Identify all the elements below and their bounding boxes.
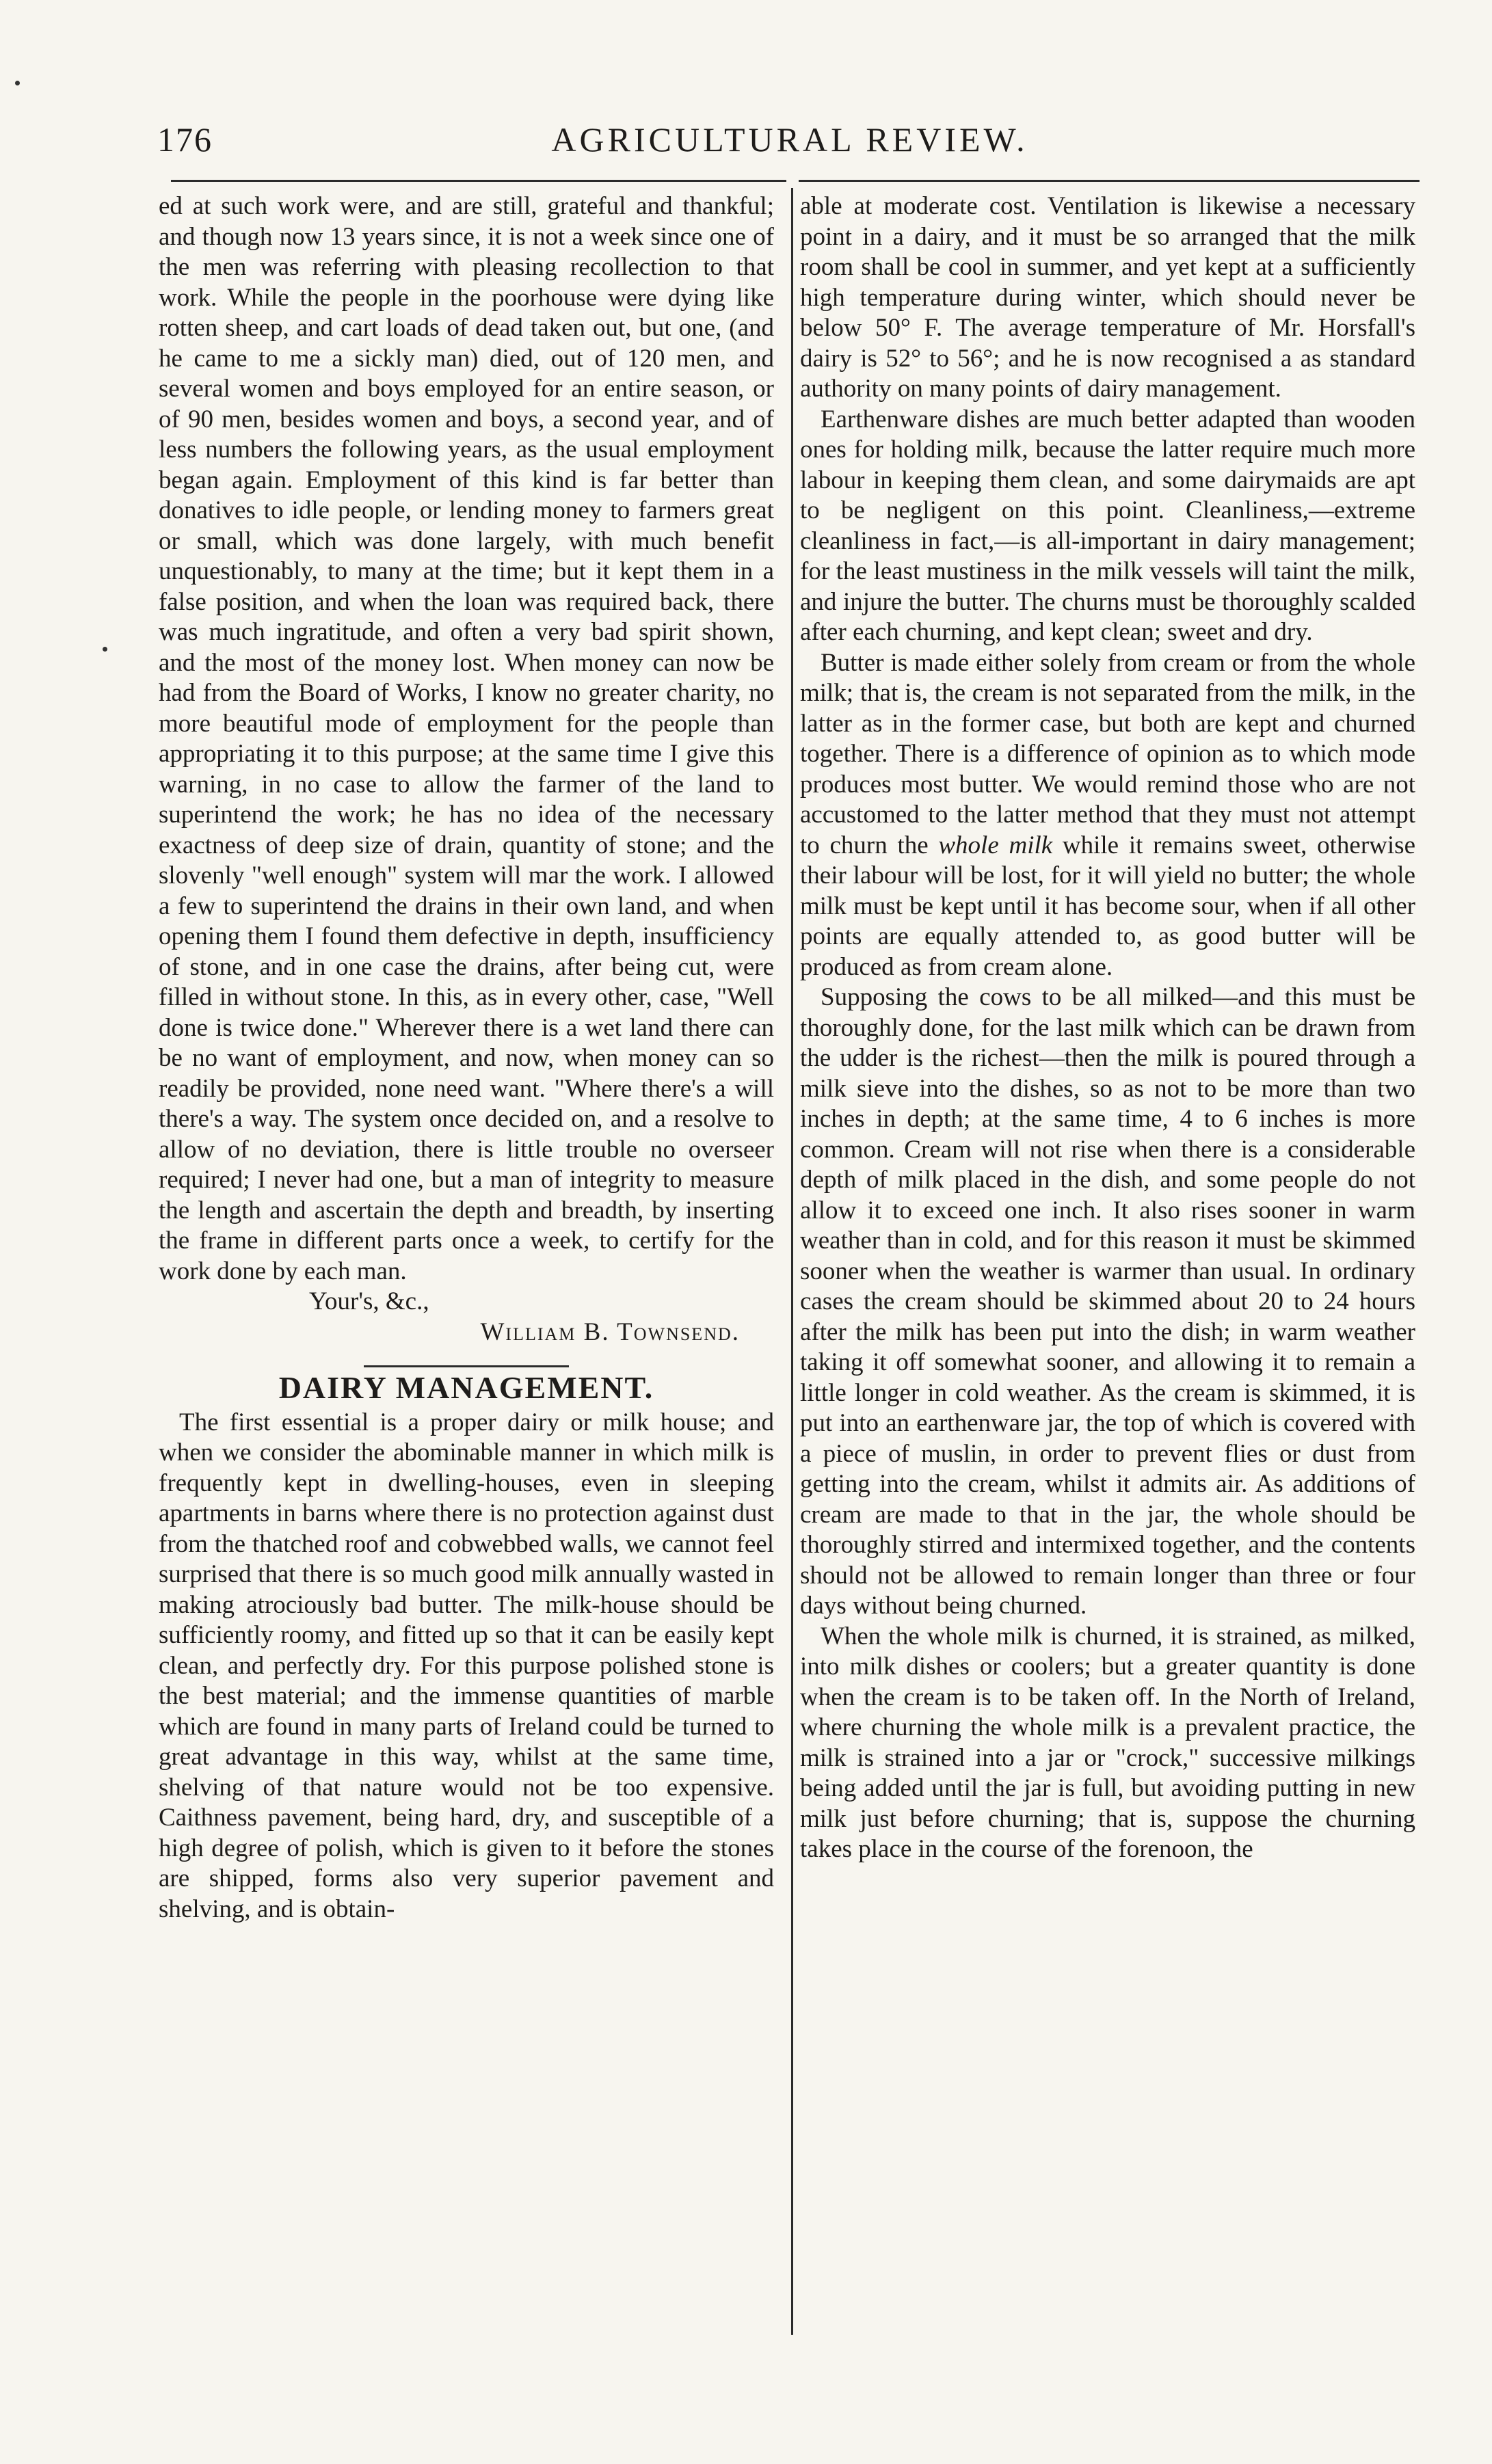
running-title: AGRICULTURAL REVIEW. — [551, 120, 1028, 159]
section-heading: DAIRY MANAGEMENT. — [278, 1370, 654, 1405]
article-paragraph: When the whole milk is churned, it is strained, as milked, into milk dishes or coolers; but a greater quantity is done when the cream is to be taken off. In the North of Ireland, where churning the whole milk is a prevalent practice, the milk is strained into a jar or "crock," successive milkings being added until the jar is full, but avoiding putting in new milk just before churning; that is, suppose the churning takes place in the course of the forenoon, the — [800, 1622, 1415, 1863]
paragraph-text: Butter is made either solely from cream or from the whole milk; that is, the cream is not separated from the milk, in the latter as in the former case, but both are kept and churned together. There is a difference of opinion as to which mode produces most butter. We would remind those who are not accustomed to the latter method that they must not attempt to churn the — [800, 648, 1415, 859]
article-paragraph: able at moderate cost. Ventilation is likewise a necessary point in a dairy, and it must be so arranged that the milk room shall be cool in summer, and yet kept at a sufficiently high temperature during winter, which should never be below 50° F. The average temperature of Mr. Horsfall's dairy is 52° to 56°; and he is now recognised a as standard authority on many points of dairy management. — [800, 192, 1415, 403]
letter-signature: William B. Townsend. — [480, 1317, 740, 1346]
italic-phrase: whole milk — [938, 831, 1053, 859]
ink-speck — [103, 647, 107, 652]
page-number: 176 — [157, 120, 213, 159]
header-rule-left — [171, 180, 786, 182]
letter-paragraph: ed at such work were, and are still, grateful and thankful; and though now 13 years since, it is not a week since one of the men was referring with pleasing recollection to that work. While the people in the poorhouse were dying like rotten sheep, and cart loads of dead taken out, but one, (and he came to me a sickly man) died, out of 120 men, and several women and boys employed for an entire season, or of 90 men, besides women and boys, a second year, and of less numbers the following years, as the usual employment began again. Employment of this kind is far better than donatives to idle people, or lending money to farmers great or small, which was done largely, with much benefit unquestionably, to many at the time; but it kept them in a false position, and when the loan was required back, there was much ingratitude, and often a very bad spirit shown, and the most of the money lost. When money can now be had from the Board of Works, I know no greater charity, no more beautiful mode of employment for the people than appropriating it to this purpose; at the same time I give this warning, in no case to allow the farmer of the land to superintend the work; he has no idea of the necessary exactness of deep size of drain, quantity of stone; and the slovenly "well enough" system will mar the work. I allowed a few to superintend the drains in their own land, and when opening them I found them defective in depth, insufficiency of stone, and in one case the drains, after being cut, were filled in without stone. In this, as in every other, case, "Well done is twice done." Wherever there is a wet land there can be no want of employment, and now, when money can so readily be provided, none need want. "Where there's a will there's a way. The system once decided on, and a resolve to allow of no deviation, there is little trouble no overseer required; I never had one, but a man of integrity to measure the length and ascertain the depth and breadth, by inserting the frame in different parts once a week, to certify for the work done by each man. — [159, 192, 774, 1285]
header-rule-right — [799, 180, 1420, 182]
column-divider — [791, 188, 793, 2335]
article-paragraph: Supposing the cows to be all milked—and this must be thoroughly done, for the last milk which can be drawn from the udder is the richest—then the milk is poured through a milk sieve into the dishes, so as not to be more than two inches in depth; at the same time, 4 to 6 inches is more common. Cream will not rise when there is a considerable depth of milk placed in the dish, and some people do not allow it to exceed one inch. It also rises sooner in warm weather than in cold, and for this reason it must be skimmed sooner when the weather is warmer than usual. In ordinary cases the cream should be skimmed about 20 to 24 hours after the milk has been put into the dish; in warm weather taking it off somewhat sooner, and allowing it to remain a little longer in cold weather. As the cream is skimmed, it is put into an earthenware jar, the top of which is covered with a piece of muslin, in order to prevent flies or dust from getting into the cream, whilst it admits air. As additions of cream are made to that in the jar, the whole should be thoroughly stirred and intermixed together, and the contents should not be allowed to remain longer than three or four days without being churned. — [800, 983, 1415, 1620]
ink-speck — [15, 81, 20, 85]
right-column — [800, 191, 1415, 1865]
article-paragraph — [800, 648, 1415, 983]
article-paragraph: Earthenware dishes are much better adapted than wooden ones for holding milk, because the latter require much more labour in keeping them clean, and some dairymaids are apt to be negligent on this point. Cleanliness,—extreme cleanliness in fact,—is all-important in dairy management; for the least mustiness in the milk vessels will taint the milk, and injure the butter. The churns must be thoroughly scalded after each churning, and kept clean; sweet and dry. — [800, 405, 1415, 646]
section-divider — [364, 1365, 569, 1367]
paragraph-text: while it remains sweet, otherwise their labour will be lost, for it will yield no butter; the whole milk must be kept until it has become sour, when if all other points are equally attended to, as good butter will be produced as from cream alone. — [800, 831, 1415, 981]
page-header — [157, 120, 1422, 168]
letter-closing: Your's, &c., — [309, 1287, 429, 1315]
left-column — [159, 191, 774, 1925]
article-paragraph: The first essential is a proper dairy or milk house; and when we consider the abominable manner in which milk is frequently kept in dwelling-houses, even in sleeping apartments in barns where there is no protection against dust from the thatched roof and cobwebbed walls, we cannot feel surprised that there is so much good milk annually wasted in making atrociously bad butter. The milk-house should be sufficiently roomy, and fitted up so that it can be easily kept clean, and perfectly dry. For this purpose polished stone is the best material; and the immense quantities of marble which are found in many parts of Ireland could be turned to great advantage in this way, whilst at the same time, shelving of that nature would not be too expensive. Caithness pavement, being hard, dry, and susceptible of a high degree of polish, which is given to it before the stones are shipped, forms also very superior pavement and shelving, and is obtain- — [159, 1408, 774, 1923]
